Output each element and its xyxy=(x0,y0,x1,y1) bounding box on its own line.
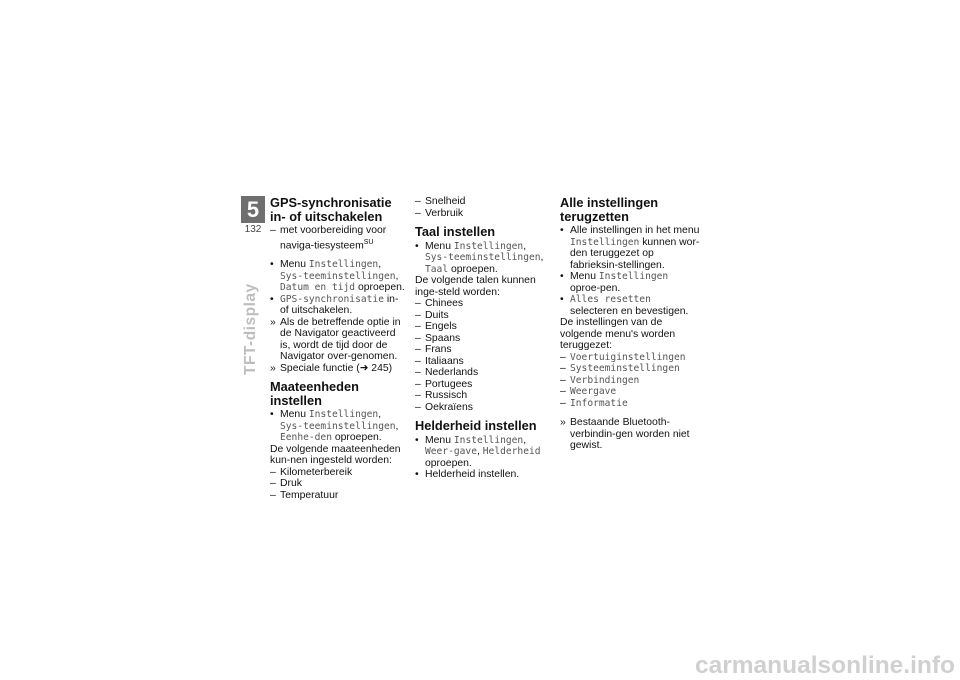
language-menu-step: • Menu Instellingen, Sys-teeminstellingen, Taal oproepen. xyxy=(415,240,544,275)
gps-sync-title: GPS-synchronisatie in- of uitschakelen xyxy=(270,195,392,224)
list-item: – Verbruik xyxy=(415,207,464,219)
list-item: – Verbindingen xyxy=(560,374,640,386)
brightness-set-step: • Helderheid instellen. xyxy=(415,469,520,480)
list-item: – Portugees xyxy=(415,378,473,390)
reset-intro: De instellingen van de volgende menu's worden teruggezet: xyxy=(560,317,676,351)
units-intro: De volgende maateenheden kun-nen ingesteld worden: xyxy=(270,443,401,467)
list-item: – Temperatuur xyxy=(270,489,339,501)
language-title: Taal instellen xyxy=(415,224,496,239)
reset-title: Alle instellingen terugzetten xyxy=(560,195,659,224)
list-item: – Engels xyxy=(415,321,457,332)
list-item: – Chinees xyxy=(415,298,464,309)
list-item: – Druk xyxy=(270,478,302,490)
language-intro: De volgende talen kunnen inge-steld worden: xyxy=(415,275,536,298)
list-item: – Weergave xyxy=(560,386,617,397)
list-item: – Russisch xyxy=(415,390,468,401)
column-3 xyxy=(560,196,700,458)
page-number: 132 xyxy=(244,224,262,235)
gps-prerequisite: – met voorbereiding voor naviga-tiesysteem$^{SU}$ xyxy=(270,225,387,251)
reset-step-2: • Menu Instellingen oproe-pen. xyxy=(560,271,669,294)
list-item: – Informatie xyxy=(560,397,628,409)
units-menu-step: • Menu Instellingen, Sys-teeminstellingen, Eenhe-den oproepen. xyxy=(270,409,399,444)
section-gps-sync xyxy=(270,196,405,374)
list-item: – Nederlands xyxy=(415,367,479,378)
section-units xyxy=(270,380,405,501)
gps-toggle-step: • GPS-synchronisatie in- of uitschakelen. xyxy=(270,293,399,317)
units-list-continued xyxy=(415,196,551,219)
list-item: – Frans xyxy=(415,344,452,355)
gps-note-special: » Speciale functie (➜ 245) xyxy=(270,362,393,374)
list-item: – Systeeminstellingen xyxy=(560,363,680,374)
section-reset xyxy=(560,196,700,452)
column-2 xyxy=(415,196,551,487)
chapter-tab: 5 xyxy=(241,196,265,223)
list-item: – Italiaans xyxy=(415,355,464,367)
list-item: – Duits xyxy=(415,309,449,321)
reset-step-1: • Alle instellingen in het menu Instellingen kunnen wor-den teruggezet op fabrieksin-stellingen. xyxy=(560,225,700,271)
list-item: – Spaans xyxy=(415,332,461,344)
section-language xyxy=(415,225,551,413)
list-item: – Snelheid xyxy=(415,196,466,207)
watermark: carmanualsonline.info xyxy=(694,652,955,679)
reset-step-3: • Alles resetten selecteren en bevestigen. xyxy=(560,294,689,317)
list-item: – Voertuiginstellingen xyxy=(560,351,686,363)
column-1 xyxy=(270,196,405,507)
section-side-label: TFT-display xyxy=(242,283,259,375)
list-item: – Oekraïens xyxy=(415,401,473,413)
brightness-title: Helderheid instellen xyxy=(415,418,537,433)
units-title: Maateenheden instellen xyxy=(270,379,359,408)
brightness-menu-step: • Menu Instellingen, Weer-gave, Helderheid oproepen. xyxy=(415,434,541,469)
list-item: – Kilometerbereik xyxy=(270,466,353,478)
section-brightness xyxy=(415,419,551,481)
reset-note: » Bestaande Bluetooth-verbindin-gen worden niet gewist. xyxy=(560,417,690,451)
gps-menu-step: • Menu Instellingen, Sys-teeminstellingen, Datum en tijd oproepen. xyxy=(270,259,405,294)
gps-note-navigator: » Als de betreffende optie in de Navigator geactiveerd is, wordt de tijd door de Navigator over-genomen. xyxy=(270,316,401,363)
